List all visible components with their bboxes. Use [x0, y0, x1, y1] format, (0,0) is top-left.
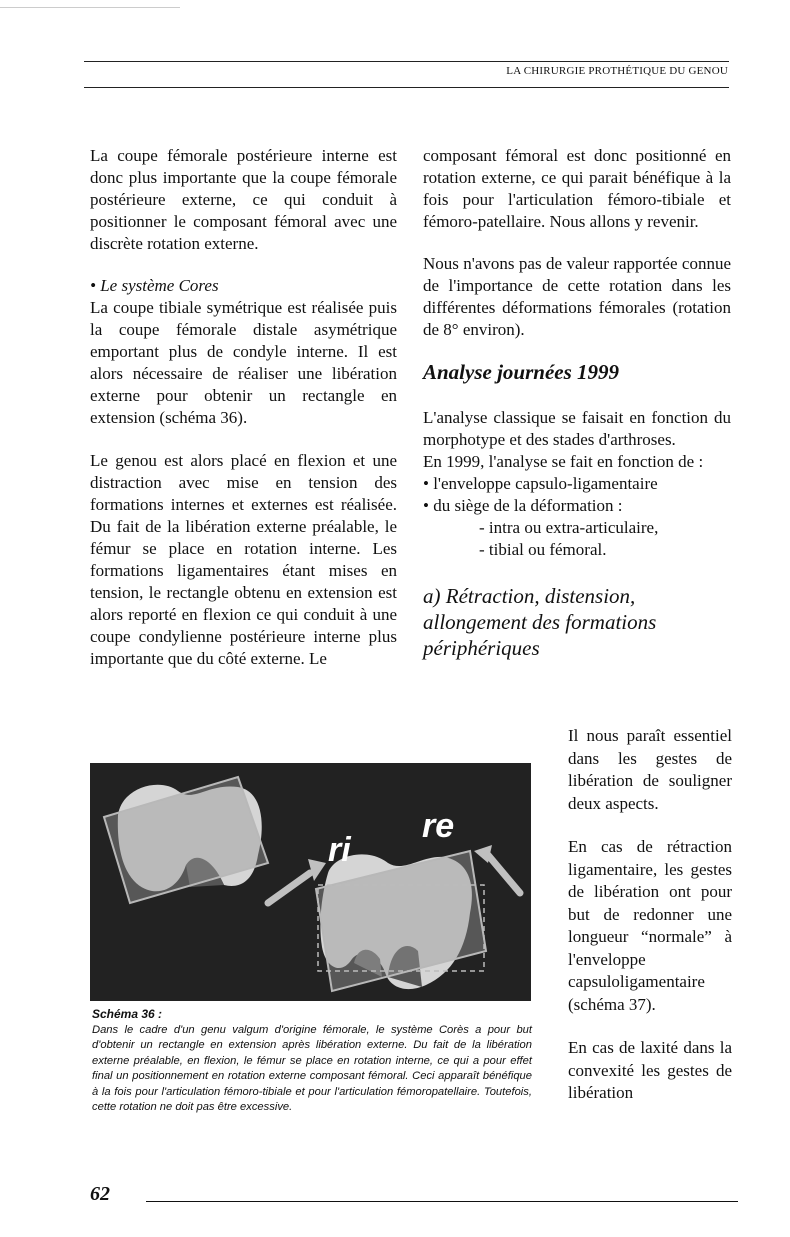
figure-caption	[92, 1007, 532, 1116]
left-paragraph-3: Le genou est alors placé en flexion et une distraction avec mise en tension des formations internes et externes est réalisée. Du fait de la libération externe préalable, le fémur se place en rotation interne. Les formations ligamentaires étant mises en tension, le rectangle obtenu en extension est alors reporté en flexion ce qui conduit à une coupe condylienne postérieure interne plus importante que du côté externe. Le	[90, 451, 397, 668]
right-paragraph-4: En 1999, l'analyse se fait en fonction de :	[423, 452, 704, 471]
schema-36-figure	[90, 763, 531, 1001]
list-item-3: - intra ou extra-articulaire,	[479, 518, 659, 537]
label-re: re	[422, 807, 455, 845]
subsection-heading: a) Rétraction, distension, allongement des formations périphériques	[423, 584, 657, 660]
caption-title: Schéma 36 :	[92, 1007, 163, 1021]
left-paragraph-2: La coupe tibiale symétrique est réalisée puis la coupe fémorale distale asymétrique emportant plus de condyle interne. Il est alors nécessaire de réaliser une libération externe pour obtenir un rectangle en extension (schéma 36).	[90, 298, 397, 427]
header-rule-bottom	[84, 87, 729, 88]
right-column	[423, 145, 731, 661]
bullet-heading-cores: • Le système Cores	[90, 276, 219, 295]
list-item-1: • l'enveloppe capsulo-ligamentaire	[423, 474, 658, 493]
running-head: LA CHIRURGIE PROTHÉTIQUE DU GENOU	[506, 65, 728, 77]
right-paragraph-3: L'analyse classique se faisait en fonction du morphotype et des stades d'arthroses.	[423, 408, 731, 449]
narrow-paragraph-3: En cas de laxité dans la convexité les gestes de libération	[568, 1038, 732, 1102]
caption-text: Dans le cadre d'un genu valgum d'origine fémorale, le système Corès a pour but d'obtenir un rectangle en extension après libération externe. Du fait de la libération externe préalable, en flexion, le fémur se place en rotation interne, ce qui a pour effet final un positionnement en rotation externe composant fémoral. Ceci apparaît bénéfique à la fois pour l'articulation fémoro-tibiale et pour l'articulation fémoropatellaire. Toutefois, cette rotation ne doit pas être excessive.	[92, 1023, 532, 1113]
right-paragraph-1: composant fémoral est donc positionné en rotation externe, ce qui parait bénéfique à la fois pour l'articulation fémoro-tibiale et fémoro-patellaire. Nous allons y revenir.	[423, 146, 731, 231]
right-paragraph-2: Nous n'avons pas de valeur rapportée connue de l'importance de cette rotation dans les différentes déformations fémorales (rotation de 8° environ).	[423, 254, 731, 339]
left-paragraph-1: La coupe fémorale postérieure interne est donc plus importante que la coupe fémorale postérieure externe, ce qui conduit à positionner le composant fémoral avec une discrète rotation externe.	[90, 146, 397, 253]
section-heading: Analyse journées 1999	[423, 360, 620, 384]
list-item-4: - tibial ou fémoral.	[479, 540, 607, 559]
label-ri: ri	[328, 831, 351, 869]
narrow-column	[568, 725, 732, 1105]
narrow-paragraph-1: Il nous paraît essentiel dans les gestes de libération de souligner deux aspects.	[568, 726, 732, 813]
list-item-2: • du siège de la déformation :	[423, 496, 623, 515]
scan-artifact-line	[0, 7, 180, 8]
knee-diagram	[90, 763, 531, 1001]
footer-rule	[146, 1201, 738, 1202]
page-number: 62	[90, 1183, 110, 1205]
narrow-paragraph-2: En cas de rétraction ligamentaire, les gestes de libération ont pour but de redonner une longueur “normale” à l'enveloppe capsuloligamentaire (schéma 37).	[568, 837, 732, 1014]
left-column	[90, 145, 397, 670]
header-rule-top	[84, 61, 729, 62]
